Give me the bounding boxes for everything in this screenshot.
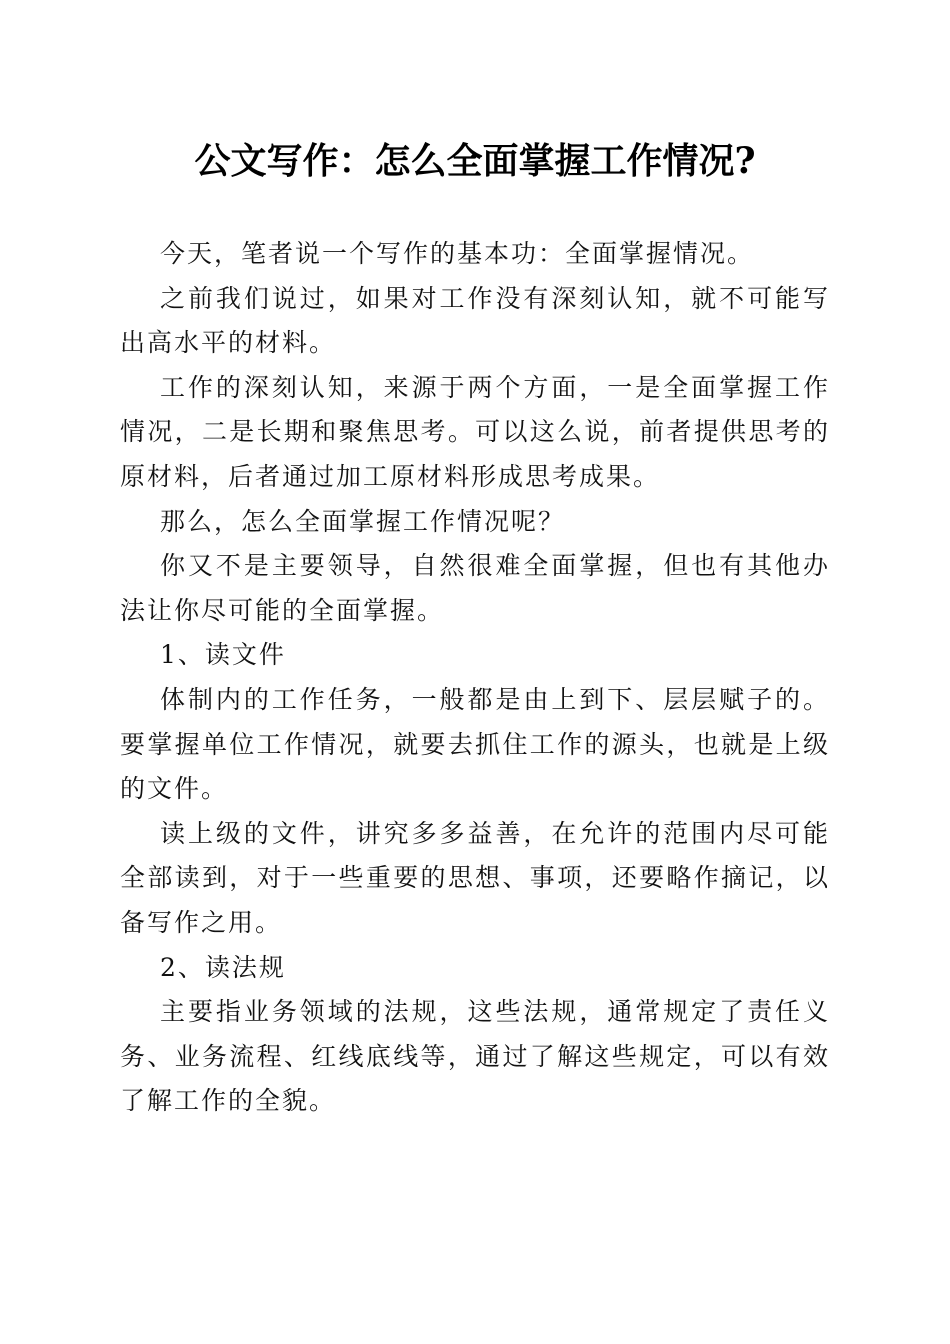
section-heading: 1、读文件 xyxy=(160,640,286,670)
paragraph: 体制内的工作任务，一般都是由上到下、层层赋子的。要掌握单位工作情况，就要去抓住工作的源头，也就是上级的文件。 xyxy=(120,684,830,804)
paragraph: 那么，怎么全面掌握工作情况呢？ xyxy=(160,506,566,536)
paragraph: 你又不是主要领导，自然很难全面掌握，但也有其他办法让你尽可能的全面掌握。 xyxy=(120,551,830,625)
paragraph: 读上级的文件，讲究多多益善，在允许的范围内尽可能全部读到，对于一些重要的思想、事项，还要略作摘记，以备写作之用。 xyxy=(120,818,830,937)
paragraph: 今天，笔者说一个写作的基本功：全面掌握情况。 xyxy=(160,239,755,268)
paragraph: 工作的深刻认知，来源于两个方面，一是全面掌握工作情况，二是长期和聚焦思考。可以这么说，前者提供思考的原材料，后者通过加工原材料形成思考成果。 xyxy=(120,372,830,491)
document-body xyxy=(120,232,830,1124)
paragraph: 主要指业务领域的法规，这些法规，通常规定了责任义务、业务流程、红线底线等，通过了解这些规定，可以有效了解工作的全貌。 xyxy=(120,997,830,1116)
document-title: 公文写作：怎么全面掌握工作情况? xyxy=(194,140,756,182)
paragraph: 之前我们说过，如果对工作没有深刻认知，就不可能写出高水平的材料。 xyxy=(120,283,830,358)
section-heading: 2、读法规 xyxy=(160,952,286,982)
